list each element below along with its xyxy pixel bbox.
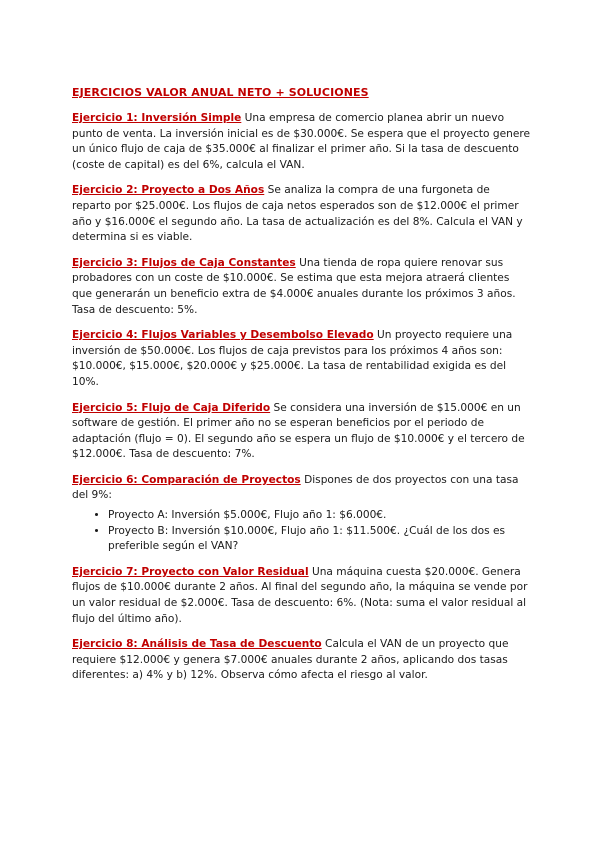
exercise-3-text: Una tienda de ropa quiere renovar sus probadores con un coste de $10.000€. Se estima que esta mejora atraerá clientes que generarán un beneficio extra de $4.000€ anuales durante los próximos 3 años. Tasa de descuento: 5%. [72,256,516,316]
exercise-6-title: Ejercicio 6: Comparación de Proyectos [72,473,301,486]
exercise-7-title: Ejercicio 7: Proyecto con Valor Residual [72,565,309,578]
bullet-item-project-a: • Proyecto A: Inversión $5.000€, Flujo año 1: $6.000€. [108,508,532,524]
exercise-5-title: Ejercicio 5: Flujo de Caja Diferido [72,401,271,414]
exercise-8 [72,637,532,684]
exercise-2 [72,183,532,245]
document-title: EJERCICIOS VALOR ANUAL NETO + SOLUCIONES [72,86,369,99]
exercise-6-bullet-list [72,508,532,555]
exercise-5-text: Se considera una inversión de $15.000€ en un software de gestión. El primer año no se esperan beneficios por el periodo de adaptación (flujo = 0). El segundo año se espera un flujo de $10.000€ y el tercero de $12.000€. Tasa de descuento: 7%. [72,401,525,461]
exercise-7 [72,565,532,627]
exercise-3-title: Ejercicio 3: Flujos de Caja Constantes [72,256,296,269]
exercise-6 [72,473,532,504]
exercise-6-text: Dispones de dos proyectos con una tasa del 9%: [72,473,519,502]
exercise-2-title: Ejercicio 2: Proyecto a Dos Años [72,184,265,197]
document-page [72,86,532,694]
exercise-4 [72,328,532,390]
exercise-8-title: Ejercicio 8: Análisis de Tasa de Descuento [72,638,322,651]
exercise-1 [72,111,532,173]
exercise-2-text: Se analiza la compra de una furgoneta de reparto por $25.000€. Los flujos de caja netos esperados son de $12.000€ el primer año y $16.000€ el segundo año. La tasa de actualización es del 8%. Calcula el VAN y determina si es viable. [72,184,523,244]
exercise-4-title: Ejercicio 4: Flujos Variables y Desembolso Elevado [72,329,374,342]
exercise-5 [72,401,532,463]
exercise-1-text: Una empresa de comercio planea abrir un nuevo punto de venta. La inversión inicial es de $30.000€. Se espera que el proyecto genere un único flujo de caja de $35.000€ al finalizar el primer año. Si la tasa de descuento (coste de capital) es del 6%, calcula el VAN. [72,112,531,171]
exercise-8-text: Calcula el VAN de un proyecto que requiere $12.000€ y genera $7.000€ anuales durante 2 años, aplicando dos tasas diferentes: a) 4% y b) 12%. Observa cómo afecta el riesgo al valor. [72,638,509,682]
exercise-4-text: Un proyecto requiere una inversión de $50.000€. Los flujos de caja previstos para los próximos 4 años son: $10.000€, $15.000€, $20.000€ y $25.000€. La tasa de rentabilidad exigida es del 10%. [72,329,513,388]
exercise-1-title: Ejercicio 1: Inversión Simple [72,112,242,124]
exercise-3 [72,256,532,318]
bullet-item-project-b: • Proyecto B: Inversión $10.000€, Flujo año 1: $11.500€. ¿Cuál de los dos es preferible según el VAN? [108,524,532,555]
exercise-7-text: Una máquina cuesta $20.000€. Genera flujos de $10.000€ durante 2 años. Al final del segundo año, la máquina se vende por un valor residual de $2.000€. Tasa de descuento: 6%. (Nota: suma el valor residual al flujo del último año). [72,565,528,625]
